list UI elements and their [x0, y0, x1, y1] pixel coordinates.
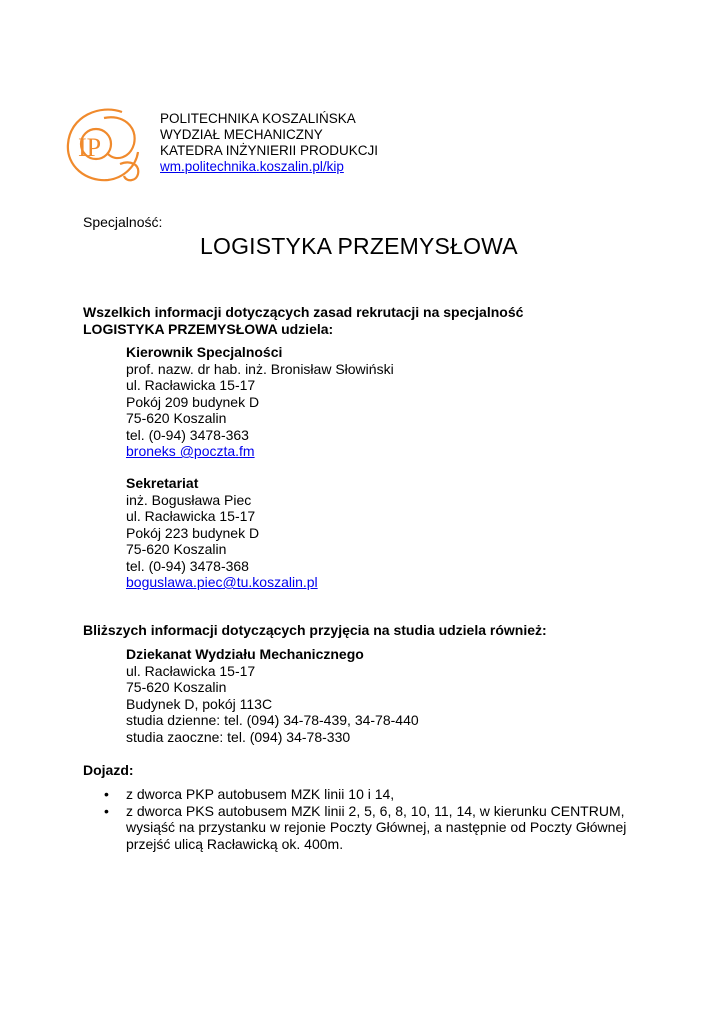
additional-info-heading	[83, 622, 547, 639]
kierownik-room: Pokój 209 budynek D	[126, 393, 260, 410]
dziekanat-full-time-phone: studia dzienne: tel. (094) 34-78-439, 34-78-440	[126, 712, 419, 728]
directions-list	[104, 786, 626, 852]
sekretariat-email-link[interactable]: boguslawa.piec@tu.koszalin.pl	[126, 574, 318, 590]
logo-icon	[64, 104, 152, 184]
dziekanat-room: Budynek D, pokój 113C	[126, 695, 273, 712]
bullet-icon: •	[104, 786, 109, 802]
intro-line-1: Wszelkich informacji dotyczących zasad rekrutacji na specjalność	[83, 304, 524, 320]
logo	[64, 104, 152, 184]
contact-sekretariat	[126, 475, 318, 591]
list-item	[104, 803, 626, 853]
directions-heading: Dojazd:	[83, 762, 134, 778]
dziekanat-city: 75-620 Koszalin	[126, 679, 227, 695]
kierownik-name: prof. nazw. dr hab. inż. Bronisław Słowiński	[126, 360, 394, 377]
specialization-label: Specjalność:	[83, 214, 163, 230]
university-name: POLITECHNIKA KOSZALIŃSKA	[160, 111, 356, 126]
faculty-name: WYDZIAŁ MECHANICZNY	[160, 127, 323, 142]
contact-kierownik	[126, 344, 394, 460]
contact-dziekanat	[126, 646, 419, 745]
kierownik-city: 75-620 Koszalin	[126, 410, 227, 426]
list-item	[104, 786, 626, 803]
intro-line-2: LOGISTYKA PRZEMYSŁOWA udziela:	[83, 320, 334, 337]
kierownik-email-link[interactable]: broneks @poczta.fm	[126, 443, 255, 459]
kierownik-heading: Kierownik Specjalności	[126, 344, 283, 360]
directions-item-1-line-1: z dworca PKP autobusem MZK linii 10 i 14,	[126, 786, 395, 802]
website-link[interactable]: wm.politechnika.koszalin.pl/kip	[160, 159, 344, 174]
dziekanat-street: ul. Racławicka 15-17	[126, 662, 256, 679]
sekretariat-name: inż. Bogusława Piec	[126, 491, 252, 508]
sekretariat-room: Pokój 223 budynek D	[126, 524, 260, 541]
dziekanat-part-time-phone: studia zaoczne: tel. (094) 34-78-330	[126, 728, 351, 745]
header-block	[160, 111, 378, 175]
logo-letters: IP	[78, 133, 102, 162]
logo-small-loop	[120, 162, 138, 180]
directions-item-2-line-1: z dworca PKS autobusem MZK linii 2, 5, 6, 8, 10, 11, 14, w kierunku CENTRUM,	[126, 802, 625, 819]
kierownik-phone: tel. (0-94) 3478-363	[126, 426, 249, 443]
directions-item-2-line-2: wysiąść na przystanku w rejonie Poczty Głównej, a następnie od Poczty Głównej	[126, 819, 627, 835]
intro-text	[83, 304, 523, 337]
dziekanat-heading: Dziekanat Wydziału Mechanicznego	[126, 646, 364, 662]
sekretariat-city: 75-620 Koszalin	[126, 541, 227, 557]
kierownik-street: ul. Racławicka 15-17	[126, 377, 256, 393]
sekretariat-street: ul. Racławicka 15-17	[126, 508, 256, 524]
sekretariat-phone: tel. (0-94) 3478-368	[126, 557, 249, 574]
directions-item-2-line-3: przejść ulicą Racławicką ok. 400m.	[126, 835, 344, 852]
sekretariat-heading: Sekretariat	[126, 475, 199, 491]
page-title: LOGISTYKA PRZEMYSŁOWA	[200, 233, 518, 259]
bullet-icon: •	[104, 802, 109, 819]
department-name: KATEDRA INŻYNIERII PRODUKCJI	[160, 143, 379, 158]
additional-info-line: Bliższych informacji dotyczących przyjęcia na studia udziela również:	[83, 622, 547, 638]
